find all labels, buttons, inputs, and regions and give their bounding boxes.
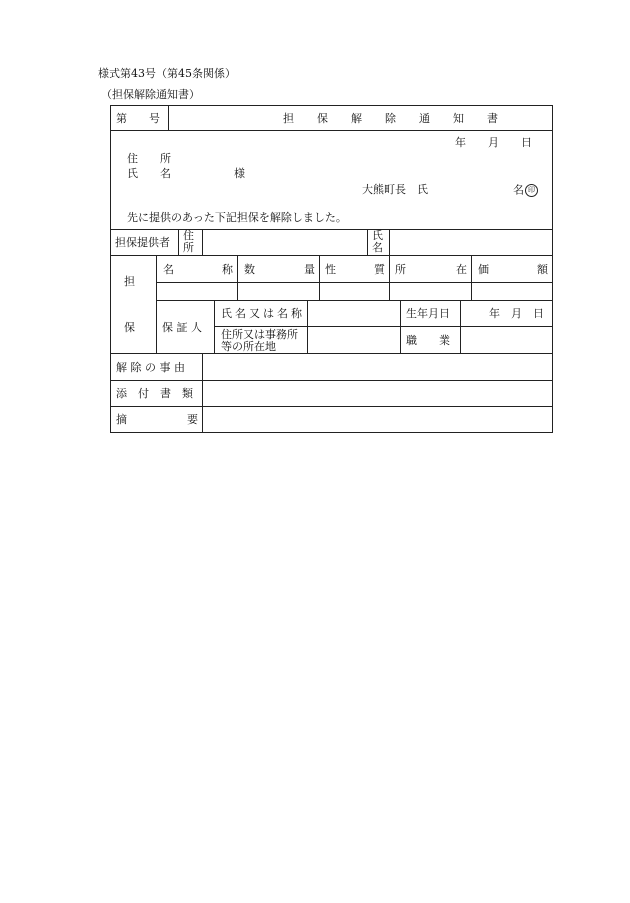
rule-guarantor-birth-value (460, 300, 461, 353)
provider-addr-label-1: 住 (183, 229, 194, 242)
rule-security-label (156, 255, 157, 353)
honorific: 様 (234, 167, 245, 180)
col-quality-2: 質 (374, 263, 385, 276)
address-label: 住 所 (127, 152, 171, 165)
rule-provider-label (178, 229, 179, 255)
date-label: 年 月 日 (455, 136, 532, 149)
rule-header (110, 130, 553, 131)
seal-mark: 印 (525, 184, 538, 197)
provider-label: 担保提供者 (115, 236, 170, 249)
col-name-1: 名 (163, 263, 174, 276)
rule-bottom-label (202, 353, 203, 433)
guarantor-addr-label-1: 住所又は事務所 (221, 328, 298, 341)
rule-reason (110, 380, 553, 381)
issuer-name-suffix: 名 (513, 183, 524, 197)
col-location-1: 所 (395, 263, 406, 276)
guarantor-addr-label-2: 等の所在地 (221, 340, 276, 353)
rule-guarantor-mid (214, 326, 553, 327)
security-label-2: 保 (124, 321, 135, 334)
guarantor-name-label: 氏名又は名称 (221, 307, 305, 320)
guarantor-birth-value: 年 月 日 (489, 307, 544, 320)
col-quantity-2: 量 (304, 263, 315, 276)
col-location-2: 在 (456, 263, 467, 276)
rule-guarantor-field (307, 300, 308, 353)
summary-label-1: 摘 (116, 413, 127, 426)
col-value-2: 額 (537, 263, 548, 276)
rule-security-body (156, 300, 553, 301)
provider-name-label-2: 名 (372, 241, 383, 254)
col-quality-1: 性 (325, 263, 336, 276)
provider-name-label-1: 氏 (372, 229, 383, 242)
rule-col-3 (389, 255, 390, 300)
col-quantity-1: 数 (244, 263, 255, 276)
form-number: 様式第43号（第45条関係） (98, 67, 236, 80)
name-label: 氏 名 (127, 167, 171, 180)
rule-attach (110, 406, 553, 407)
guarantor-job-label: 職 業 (406, 334, 450, 347)
rule-col-1 (237, 255, 238, 300)
security-label-1: 担 (124, 275, 135, 288)
guarantor-label: 保 証 人 (162, 321, 202, 334)
form-subtitle: （担保解除通知書） (101, 88, 200, 101)
rule-col-4 (471, 255, 472, 300)
summary-label-2: 要 (187, 413, 198, 426)
rule-provider (110, 255, 553, 256)
rule-guarantor-birth (400, 300, 401, 353)
number-label: 第 号 (116, 112, 160, 125)
rule-col-2 (319, 255, 320, 300)
issuer-seal (513, 184, 538, 197)
col-name-2: 称 (222, 263, 233, 276)
provider-addr-label-2: 所 (183, 241, 194, 254)
rule-number-cell (168, 105, 169, 130)
rule-provider-name-value (389, 229, 390, 255)
issuer-label: 大熊町長 氏 (362, 183, 428, 196)
form-title: 担 保 解 除 通 知 書 (283, 112, 504, 125)
rule-provider-addr (202, 229, 203, 255)
rule-guarantor (110, 353, 553, 354)
col-value-1: 価 (478, 263, 489, 276)
guarantor-birth-label: 生年月日 (406, 307, 450, 320)
attachments-label: 添 付 書 類 (116, 387, 193, 400)
rule-provider-name (367, 229, 368, 255)
rule-guarantor-label (214, 300, 215, 353)
notice-text: 先に提供のあった下記担保を解除しました。 (127, 211, 347, 224)
rule-notice (110, 229, 553, 230)
rule-security-header (156, 282, 553, 283)
reason-label: 解 除 の 事 由 (116, 361, 185, 374)
